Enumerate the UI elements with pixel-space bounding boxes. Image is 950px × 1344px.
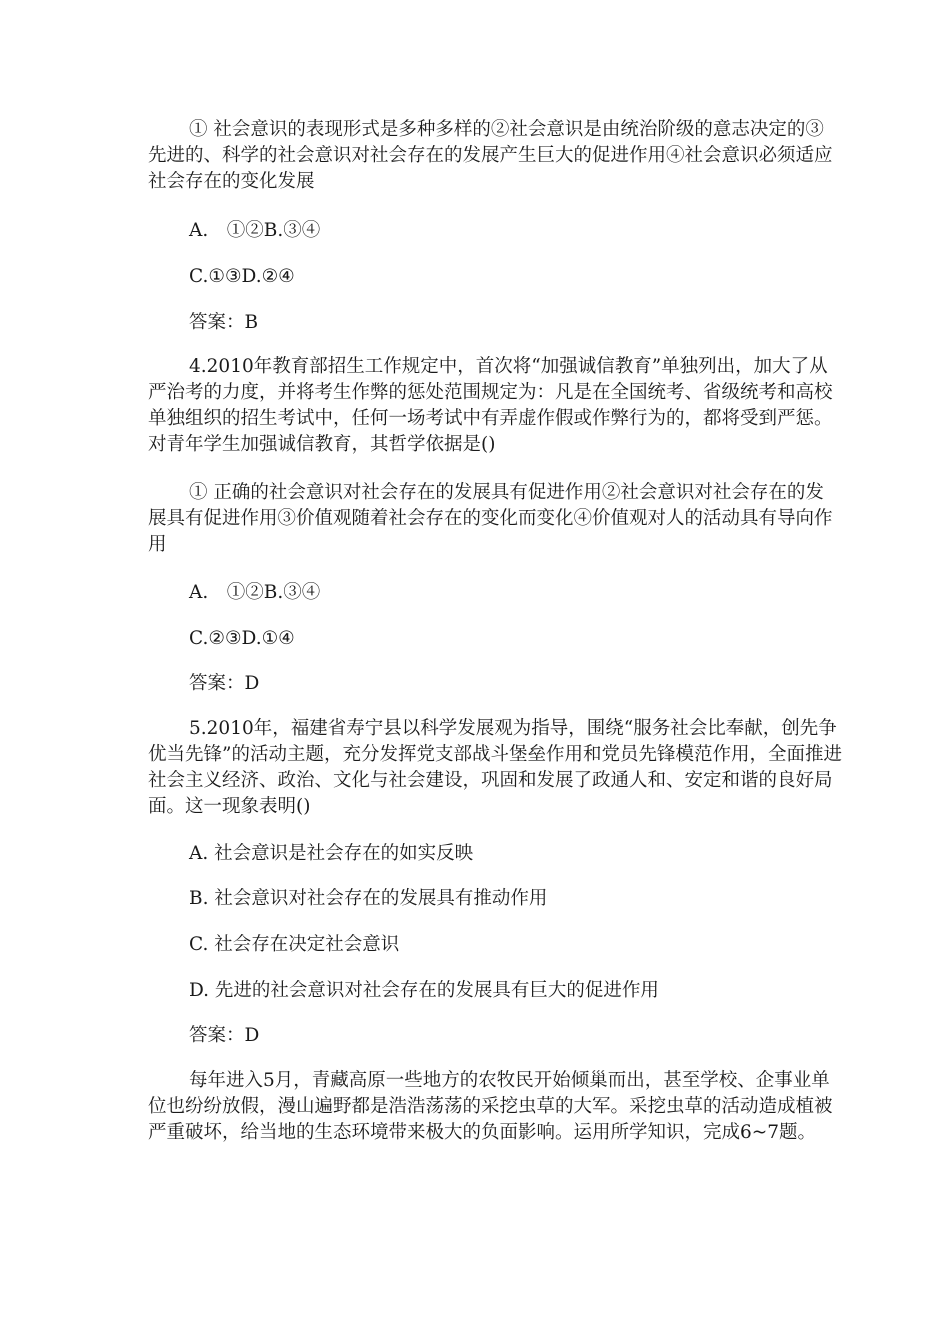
q4-statements: ① 正确的社会意识对社会存在的发展具有促进作用②社会意识对社会存在的发展具有促进作用③价值观随着社会存在的变化而变化④价值观对人的活动具有导向作用	[148, 482, 833, 555]
intro-questions-6-7: 每年进入5月，青藏高原一些地方的农牧民开始倾巢而出，甚至学校、企事业单位也纷纷放假，漫山遍野都是浩浩荡荡的采挖虫草的大军。采挖虫草的活动造成植被严重破坏，给当地的生态环境带来极大的负面影响。运用所学知识，完成6~7题。	[148, 1070, 833, 1143]
q5-option-d: D. 先进的社会意识对社会存在的发展具有巨大的促进作用	[189, 980, 659, 1001]
q3-statements: ① 社会意识的表现形式是多种多样的②社会意识是由统治阶级的意志决定的③先进的、科学的社会意识对社会存在的发展产生巨大的促进作用④社会意识必须适应社会存在的变化发展	[148, 119, 833, 192]
q3-answer: 答案：B	[189, 312, 259, 333]
q4-option-ab: A. ①②B.③④	[189, 582, 321, 603]
q5-question: 5.2010年，福建省寿宁县以科学发展观为指导，围绕“服务社会比奉献，创先争优当先锋”的活动主题，充分发挥党支部战斗堡垒作用和党员先锋模范作用，全面推进社会主义经济、政治、文化与社会建设，巩固和发展了政通人和、安定和谐的良好局面。这一现象表明()	[148, 718, 842, 817]
q4-question: 4.2010年教育部招生工作规定中，首次将“加强诚信教育”单独列出，加大了从严治考的力度，并将考生作弊的惩处范围规定为：凡是在全国统考、省级统考和高校单独组织的招生考试中，任何一场考试中有弄虚作假或作弊行为的，都将受到严惩。对青年学生加强诚信教育，其哲学依据是()	[148, 356, 833, 455]
q3-option-cd: C.①③D.②④	[189, 266, 295, 287]
q3-option-ab: A. ①②B.③④	[189, 220, 321, 241]
q4-answer: 答案：D	[189, 673, 260, 694]
q5-option-c: C. 社会存在决定社会意识	[189, 934, 400, 955]
q5-option-a: A. 社会意识是社会存在的如实反映	[189, 843, 474, 864]
q5-answer: 答案：D	[189, 1025, 260, 1046]
q4-option-cd: C.②③D.①④	[189, 628, 295, 649]
q5-option-b: B. 社会意识对社会存在的发展具有推动作用	[189, 888, 548, 909]
